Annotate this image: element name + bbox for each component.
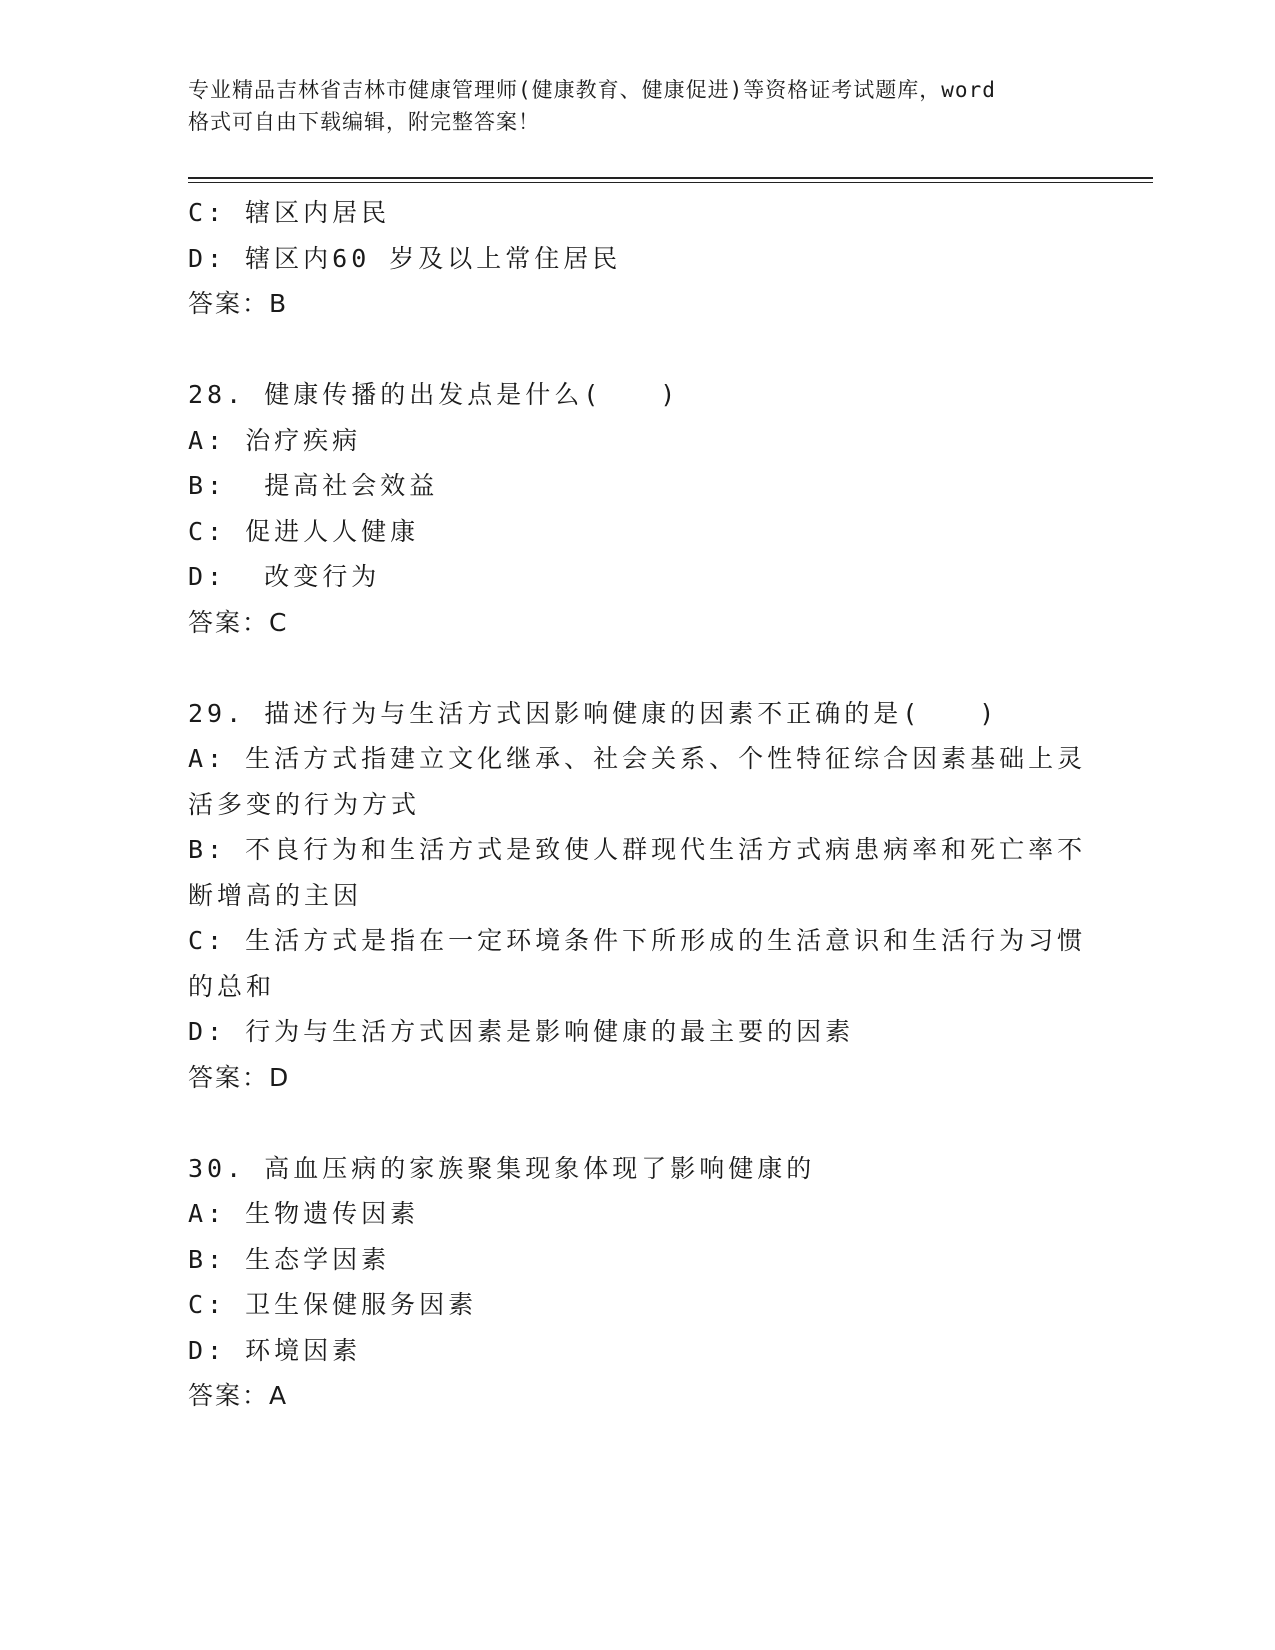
option-d: D: 改变行为	[188, 562, 381, 591]
option-a-line-1: A: 生活方式指建立文化继承、社会关系、个性特征综合因素基础上灵	[188, 744, 1087, 773]
option-a: A: 治疗疾病	[188, 425, 362, 455]
question-28-block	[188, 372, 1088, 645]
question-stem: 30. 高血压病的家族聚集现象体现了影响健康的	[188, 1153, 816, 1183]
header-title-line-2: 格式可自由下载编辑，附完整答案！	[188, 110, 540, 134]
option-c: C: 卫生保健服务因素	[188, 1290, 478, 1319]
option-b: B: 生态学因素	[188, 1244, 391, 1274]
document-header	[188, 74, 1088, 138]
option-b-line-2: 断增高的主因	[188, 880, 363, 910]
option-c: C: 促进人人健康	[188, 516, 420, 546]
answer: 答案：C	[188, 607, 289, 637]
header-divider-thick	[188, 177, 1153, 179]
previous-question-block	[188, 190, 1088, 327]
answer: 答案：D	[188, 1062, 291, 1092]
option-a: A: 生物遗传因素	[188, 1199, 420, 1228]
option-c: C: 辖区内居民	[188, 198, 391, 227]
question-30-block	[188, 1146, 1088, 1419]
header-title-line-1: 专业精品吉林省吉林市健康管理师(健康教育、健康促进)等资格证考试题库，word	[188, 78, 996, 102]
option-a-line-2: 活多变的行为方式	[188, 789, 421, 819]
option-d: D: 辖区内60 岁及以上常住居民	[188, 243, 622, 273]
spacer	[188, 327, 1088, 373]
question-stem: 28. 健康传播的出发点是什么( )	[188, 380, 680, 409]
option-d: D: 行为与生活方式因素是影响健康的最主要的因素	[188, 1017, 855, 1046]
question-stem: 29. 描述行为与生活方式因影响健康的因素不正确的是( )	[188, 698, 999, 728]
header-divider-thin	[188, 182, 1153, 183]
spacer	[188, 1100, 1088, 1146]
question-29-block	[188, 691, 1088, 1101]
answer: 答案：A	[188, 1381, 289, 1410]
option-b: B: 提高社会效益	[188, 471, 439, 500]
option-c-line-2: 的总和	[188, 971, 276, 1001]
option-b-line-1: B: 不良行为和生活方式是致使人群现代生活方式病患病率和死亡率不	[188, 835, 1087, 864]
spacer	[188, 645, 1088, 691]
answer: 答案：B	[188, 289, 289, 318]
option-c-line-1: C: 生活方式是指在一定环境条件下所形成的生活意识和生活行为习惯	[188, 926, 1087, 955]
option-d: D: 环境因素	[188, 1335, 362, 1365]
question-content	[188, 190, 1088, 1419]
